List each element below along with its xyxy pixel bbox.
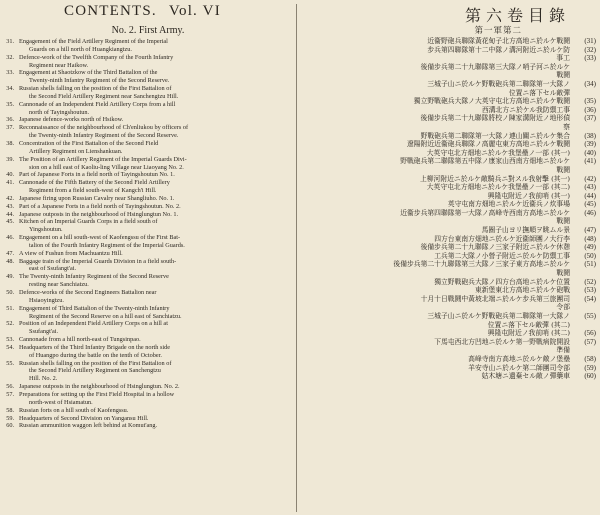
japanese-entry xyxy=(302,364,596,373)
japanese-entry-number: (46) xyxy=(584,208,596,217)
entry-text xyxy=(14,422,296,430)
entry-line: Japanese outposts in the neighbourhood of Hsinglungtun No. 1. xyxy=(19,210,179,218)
japanese-entry xyxy=(302,54,596,80)
entry-text xyxy=(14,407,296,415)
entry-text xyxy=(14,320,296,336)
japanese-entry-text xyxy=(302,355,574,364)
entry-line: Cannonade of an Independent Field Artillery Corps from a hill xyxy=(19,100,176,108)
entry-line: Cannonade from a hill north-east of Tungsinpao. xyxy=(19,336,141,344)
entry-line: Part of Japanese Forts in a field north of Tayingshoutun No. 1. xyxy=(19,171,175,179)
entry-text xyxy=(14,116,296,124)
japanese-entry-text xyxy=(302,149,574,158)
japanese-entry xyxy=(302,192,596,201)
japanese-entry-line: 戰鬪 xyxy=(556,269,570,278)
contents-entry xyxy=(0,38,296,54)
japanese-entry-text xyxy=(302,226,574,235)
japanese-entry-number: (47) xyxy=(584,226,596,235)
entry-line: east of Ssufangt'ai. xyxy=(29,265,77,273)
entry-line: Kitchen of an Imperial Guards Corps in a field south of xyxy=(19,218,158,226)
entry-line: Engagement of Third Battalion of the Twenty-ninth Infantry xyxy=(19,304,170,312)
entry-text xyxy=(14,195,296,203)
contents-entry xyxy=(0,234,296,250)
japanese-entry xyxy=(302,235,596,244)
entry-text xyxy=(14,250,296,258)
japanese-entry-line: 準備 xyxy=(556,346,570,355)
japanese-title: 第六卷目錄 xyxy=(464,6,570,25)
japanese-entry xyxy=(302,286,596,295)
japanese-entry-number: (49) xyxy=(584,243,596,252)
entry-line: the Second Field Artillery Regiment near Sanchengtzu Hill. xyxy=(29,92,179,100)
entry-line: Defence-works of the Second Engineers Battalion near xyxy=(19,289,157,296)
japanese-entry-number: (57) xyxy=(584,337,596,346)
column-divider xyxy=(296,4,297,512)
page-title xyxy=(64,3,284,20)
japanese-entry xyxy=(302,295,596,312)
japanese-entry-text xyxy=(302,140,574,149)
japanese-entry-line: 十月十日戰鬪中黃坡北端ニ於ルケ步兵第三旅團司 xyxy=(420,294,570,303)
entry-text xyxy=(14,211,296,219)
entry-line: the Twenty-ninth Infantry Regiment of the Second Reserve. xyxy=(29,132,179,140)
entry-number: 55. xyxy=(6,359,14,367)
japanese-entry xyxy=(302,243,596,252)
entry-text xyxy=(14,171,296,179)
japanese-entry xyxy=(302,183,596,192)
entry-number: 50. xyxy=(6,289,14,296)
entry-line: Regiment of the Second Reserve on a hill east of Sanchiatzu. xyxy=(29,312,182,320)
japanese-entry-number: (52) xyxy=(584,277,596,286)
entry-line: the Second Field Artillery Regiment on Sanchengtzu xyxy=(29,367,161,375)
japanese-entry-line: 步兵第四聯隊第十二中隊ノ溝河附近ニ於ルケ防 xyxy=(427,45,570,54)
entry-line: Headquarters of the Third Infantry Brigade on the north side xyxy=(19,343,171,351)
entry-line: Russian shells falling on the position of the First Battalion of xyxy=(19,359,172,367)
entry-line: talion of the Fourth Infantry Regiment of the Imperial Guards. xyxy=(29,241,185,249)
japanese-entry-number: (39) xyxy=(584,140,596,149)
japanese-entry-number: (55) xyxy=(584,312,596,320)
japanese-entry xyxy=(302,260,596,277)
contents-entry xyxy=(0,116,296,124)
japanese-entry-line: 大英守屯北方畑地ニ於ルケ我堡壘ノ一部 (其二) xyxy=(426,183,570,192)
japanese-entry-text xyxy=(302,243,574,252)
japanese-entry xyxy=(302,46,596,55)
contents-entry xyxy=(0,218,296,234)
entry-line: Reconnaissance of the neighbourhood of Ch'enliukou by officers of xyxy=(19,124,189,132)
japanese-entry xyxy=(302,338,596,355)
japanese-entry xyxy=(302,114,596,131)
japanese-entry-number: (58) xyxy=(584,354,596,363)
entry-number: 41. xyxy=(6,179,14,187)
entry-number: 58. xyxy=(6,406,14,414)
japanese-entry-line: 近衞步兵第四聯隊第一大隊ノ高峰寺西南方高地ニ於ルケ xyxy=(400,208,570,217)
contents-entry xyxy=(0,101,296,117)
entry-text xyxy=(14,218,296,234)
entry-text xyxy=(14,54,296,70)
japanese-entry-line: 位置ニ落下セル敵彈 (其二) xyxy=(487,320,570,329)
japanese-entry xyxy=(302,355,596,364)
contents-entry xyxy=(0,422,296,430)
entry-number: 34. xyxy=(6,85,14,93)
japanese-entry xyxy=(302,252,596,261)
entry-line: Yingshoutun. xyxy=(29,226,63,234)
contents-entry xyxy=(0,54,296,70)
contents-entry xyxy=(0,156,296,172)
japanese-entry-number: (32) xyxy=(584,45,596,54)
japanese-entry-text xyxy=(302,192,574,201)
contents-entry xyxy=(0,273,296,289)
japanese-entry xyxy=(302,329,596,338)
japanese-entry-line: 戰鬪 xyxy=(556,71,570,80)
entry-number: 45. xyxy=(6,218,14,226)
japanese-entry-line: 後備步兵第二十九聯隊第三大隊ノ哨子河ニ於ルケ xyxy=(420,62,570,71)
entry-line: Preparations for setting up the First Field Hospital in a hollow xyxy=(19,390,175,398)
japanese-entry xyxy=(302,37,596,46)
entry-line: resting near Sanchiatzu. xyxy=(29,281,89,289)
entry-number: 40. xyxy=(6,171,14,179)
japanese-entry xyxy=(302,226,596,235)
entry-text xyxy=(14,38,296,54)
japanese-entry xyxy=(302,278,596,287)
japanese-entry-line: 工兵第二大隊ノ小營子附近ニ於ルケ防禦工事 xyxy=(434,251,570,260)
entry-line: north-west of Hsiamatun. xyxy=(29,398,93,406)
japanese-entry-text xyxy=(302,260,574,277)
japanese-entry-text xyxy=(302,80,574,97)
japanese-entry-number: (44) xyxy=(584,191,596,200)
japanese-entry xyxy=(302,372,596,381)
entry-line: Hsiaoyingtzu. xyxy=(29,296,64,304)
entry-text xyxy=(14,336,296,344)
entry-number: 60. xyxy=(6,422,14,430)
japanese-entry-number: (42) xyxy=(584,174,596,183)
entry-line: Hill. No. 2. xyxy=(29,375,58,383)
japanese-entry-line: 後備步兵第二十九聯隊ノ三家子附近ニ於ルケ休憩 xyxy=(420,243,570,252)
entry-number: 52. xyxy=(6,320,14,328)
entry-line: Ssufangt'ai. xyxy=(29,328,59,336)
contents-entry xyxy=(0,383,296,391)
entry-text xyxy=(14,85,296,101)
entry-number: 47. xyxy=(6,249,14,257)
entry-line: Cannonade of the Fifth Battery of the Second Field Artillery xyxy=(19,179,170,187)
japanese-entry-text xyxy=(302,175,574,184)
title-text: CONTENTS. xyxy=(64,3,157,19)
entry-line: Russian forts on a hill south of Kaofengssu. xyxy=(19,406,129,414)
entry-line: Concentration of the First Battalion of the Second Field xyxy=(19,139,159,147)
entry-text xyxy=(14,203,296,211)
entry-text xyxy=(14,124,296,140)
japanese-entry-line: 獨立野戰砲兵大隊ノ四方台高地ニ於ルケ位置 xyxy=(434,277,570,286)
entry-number: 51. xyxy=(6,304,14,312)
japanese-subtitle: 第一軍第二 xyxy=(474,26,522,36)
entry-number: 43. xyxy=(6,202,14,210)
contents-entry xyxy=(0,336,296,344)
japanese-entry-text xyxy=(302,235,574,244)
japanese-entry-line: 野戰砲兵第二聯隊第五中隊ノ康家山西南方畑地ニ於ルケ xyxy=(400,157,570,166)
japanese-entry-number: (56) xyxy=(584,329,596,338)
japanese-entry-number: (34) xyxy=(584,79,596,88)
japanese-entry-text xyxy=(302,37,574,46)
volume-label: Vol. VI xyxy=(168,3,221,19)
japanese-entry-text xyxy=(302,183,574,192)
entry-line: The Position of an Artillery Regiment of the Imperial Guards Divi- xyxy=(19,155,187,163)
japanese-entry-line: 上柳河附近ニ於ルケ敵騎兵ニ對スル我射擊 (其一) xyxy=(419,174,570,183)
japanese-entry-number: (50) xyxy=(584,251,596,260)
japanese-entry-line: 後備步兵第二十九聯隊第三大隊ノ三家子東方高地ニ於ルケ xyxy=(393,260,570,269)
entry-line: of Huangpo during the battle on the tenth of October. xyxy=(29,351,162,359)
contents-entry xyxy=(0,124,296,140)
japanese-entry-text xyxy=(302,132,574,141)
contents-entry xyxy=(0,258,296,274)
japanese-entry-number: (43) xyxy=(584,183,596,192)
entry-text xyxy=(14,344,296,360)
japanese-entry xyxy=(302,175,596,184)
japanese-entry-text xyxy=(302,252,574,261)
japanese-entry-text xyxy=(302,157,574,174)
entry-number: 57. xyxy=(6,390,14,398)
japanese-entry-line: 後備步兵第二十九聯隊將校ノ陳家溝附近ノ地形偵 xyxy=(420,114,570,123)
japanese-entry-text xyxy=(302,295,574,312)
entry-text xyxy=(14,140,296,156)
entry-number: 54. xyxy=(6,343,14,351)
japanese-entry-text xyxy=(302,278,574,287)
japanese-entry-line: 西溝北方ニ於ケル我防禦工事 xyxy=(481,105,570,114)
japanese-entry-number: (35) xyxy=(584,97,596,106)
entry-number: 48. xyxy=(6,257,14,265)
japanese-entry-line: 興隆屯附近ノ我前哨 (其一) xyxy=(487,191,570,200)
contents-entry xyxy=(0,171,296,179)
japanese-entry-line: 高峰寺南方高地ニ於ルケ敵ノ堡壘 xyxy=(468,354,570,363)
japanese-entry-line: 野戰砲兵第二聯隊第一大隊ノ連山關ニ於ルケ集合 xyxy=(420,131,570,140)
entry-text xyxy=(14,360,296,384)
japanese-entry xyxy=(302,209,596,226)
entry-text xyxy=(14,305,296,321)
entry-number: 42. xyxy=(6,194,14,202)
japanese-entry-text xyxy=(302,209,574,226)
entry-number: 53. xyxy=(6,336,14,344)
english-contents xyxy=(0,0,296,515)
contents-entry xyxy=(0,69,296,85)
japanese-entry xyxy=(302,312,596,329)
entry-number: 31. xyxy=(6,38,14,45)
japanese-entry-text xyxy=(302,364,574,373)
japanese-entry xyxy=(302,140,596,149)
contents-entry xyxy=(0,344,296,360)
japanese-entry-line: 戰鬪 xyxy=(556,165,570,174)
japanese-entry-line: 遼陽附近近衞砲兵聯隊ノ高麗屯東方高地ニ於ルケ戰鬪 xyxy=(407,140,570,149)
japanese-entry xyxy=(302,80,596,97)
entry-number: 32. xyxy=(6,53,14,61)
entry-line: north of Tayingshoutun. xyxy=(29,108,90,116)
entry-text xyxy=(14,391,296,407)
japanese-entry-text xyxy=(302,372,574,381)
japanese-entry-number: (31) xyxy=(584,37,596,45)
entry-text xyxy=(14,179,296,195)
contents-entry xyxy=(0,320,296,336)
entry-text xyxy=(14,101,296,117)
entry-line: Baggage train of the Imperial Guards Division in a field south- xyxy=(19,257,177,265)
japanese-entry-text xyxy=(302,97,574,106)
japanese-entry-line: 四方台東南方畑地ニ於ルケ近衞師團ノ大行李 xyxy=(434,234,570,243)
entry-line: Engagement at Shaotzkow of the Third Battalion of the xyxy=(19,69,158,77)
entry-line: The Twenty-ninth Infantry Regiment of the Second Reserve xyxy=(19,273,169,281)
contents-entry xyxy=(0,211,296,219)
japanese-entry-line: 三城子山ニ於ルケ野戰砲兵第二聯隊第一大隊ノ xyxy=(427,312,570,320)
japanese-entry-number: (60) xyxy=(584,372,596,381)
japanese-entry-line: 察 xyxy=(563,122,570,131)
contents-entry xyxy=(0,250,296,258)
contents-entry xyxy=(0,391,296,407)
japanese-entry xyxy=(302,157,596,174)
entry-line: Artillery Regiment on Lienshankuan. xyxy=(29,147,123,155)
contents-entry xyxy=(0,85,296,101)
japanese-entry-line: 近衞野砲兵聯隊黃花甸子北方高地ニ於ルケ戰鬪 xyxy=(427,37,570,45)
japanese-entry-line: 興隆屯附近ノ我前哨 (其二) xyxy=(487,329,570,338)
entry-line: Japanese firing upon Russian Cavalry near Shangliuho. No. 1. xyxy=(19,194,175,202)
japanese-entry-number: (53) xyxy=(584,286,596,295)
contents-entry xyxy=(0,195,296,203)
japanese-entry-text xyxy=(302,54,574,80)
japanese-entry-number: (54) xyxy=(584,294,596,303)
entry-text xyxy=(14,273,296,289)
japanese-entry-number: (48) xyxy=(584,234,596,243)
entry-text xyxy=(14,156,296,172)
entry-line: Regiment from a field south-west of Kangch'i Hill. xyxy=(29,187,157,195)
contents-entry xyxy=(0,289,296,305)
entry-number: 35. xyxy=(6,100,14,108)
japanese-entry-text xyxy=(302,106,574,115)
japanese-entry-number: (59) xyxy=(584,363,596,372)
contents-entry xyxy=(0,415,296,423)
entry-line: Defence-work of the Twelfth Company of the Fourth Infantry xyxy=(19,53,174,61)
japanese-entry-text xyxy=(302,312,574,329)
japanese-entry-number: (37) xyxy=(584,114,596,123)
section-title: No. 2. First Army. xyxy=(111,25,185,36)
japanese-entry xyxy=(302,149,596,158)
japanese-entry xyxy=(302,106,596,115)
entry-number: 39. xyxy=(6,155,14,163)
entry-text xyxy=(14,383,296,391)
entry-text xyxy=(14,289,296,305)
entry-line: sion on a hill east of Kaoliu-ling Village near Liaoyang No. 2. xyxy=(29,163,184,171)
entry-line: Regiment near Haikow. xyxy=(29,61,89,69)
entry-number: 59. xyxy=(6,414,14,422)
contents-entry xyxy=(0,203,296,211)
japanese-entry-text xyxy=(302,329,574,338)
entry-number: 46. xyxy=(6,234,14,242)
entry-line: Engagement of the Field Artillery Regiment of the Imperial xyxy=(19,38,168,45)
entry-line: Russian shells falling on the position of the First Battalion of xyxy=(19,85,172,93)
contents-entry xyxy=(0,179,296,195)
entry-number: 56. xyxy=(6,383,14,391)
japanese-entry-list xyxy=(302,37,596,381)
japanese-entry-line: 英守屯南方畑地ニ於ルケ近衞兵ノ炊事場 xyxy=(447,200,570,209)
japanese-entry xyxy=(302,97,596,106)
entry-text xyxy=(14,69,296,85)
entry-line: Position of an Independent Field Artillery Corps on a hill at xyxy=(19,320,168,328)
japanese-entry-text xyxy=(302,286,574,295)
japanese-entry-line: 戰鬪 xyxy=(556,217,570,226)
japanese-entry-number: (40) xyxy=(584,148,596,157)
entry-line: Part of a Japanese Forts in a field north of Tayingshoutun. No. 2. xyxy=(19,202,181,210)
japanese-entry xyxy=(302,132,596,141)
japanese-entry-line: 馬圈子山ヨリ撫順ヲ眺ムル景 xyxy=(481,226,570,235)
japanese-entry-line: 事工 xyxy=(556,54,570,63)
entry-number: 38. xyxy=(6,139,14,147)
contents-entry xyxy=(0,305,296,321)
entry-text xyxy=(14,258,296,274)
japanese-entry-line: 位置ニ落下セル敵彈 xyxy=(508,88,570,97)
entry-line: Engagement on a hill south-west of Kaofengssu of the First Bat- xyxy=(19,234,181,242)
japanese-entry-number: (45) xyxy=(584,200,596,209)
japanese-entry-line: 姑木塘ニ遺棄セル敵ノ彈藥車 xyxy=(481,372,570,381)
entry-text xyxy=(14,234,296,250)
japanese-entry-text xyxy=(302,200,574,209)
japanese-entry-line: 獨立野戰砲兵大隊ノ大英守屯北方高地ニ於ルケ戰鬪 xyxy=(413,97,570,106)
japanese-entry-line: 大英守屯北方畑地ニ於ルケ我堡壘ノ一部 (其一) xyxy=(426,148,570,157)
entry-line: Twenty-ninth Infantry Regiment of the Second Reserve. xyxy=(29,77,170,85)
japanese-entry xyxy=(302,200,596,209)
entry-number: 37. xyxy=(6,124,14,132)
contents-entry xyxy=(0,140,296,156)
entry-line: Japanese defence-works north of Hsikow. xyxy=(19,116,124,124)
japanese-contents xyxy=(298,0,600,515)
entry-line: Russian ammunition waggon left behind at Komut'ang. xyxy=(19,422,158,430)
entry-number: 44. xyxy=(6,210,14,218)
japanese-entry-number: (33) xyxy=(584,54,596,63)
entry-number: 36. xyxy=(6,116,14,124)
japanese-entry-line: 三城子山ニ於ルケ野戰砲兵第二聯隊第一大隊ノ xyxy=(427,79,570,88)
japanese-entry-number: (38) xyxy=(584,131,596,140)
contents-entry xyxy=(0,407,296,415)
japanese-entry-line: 下馬屯西北方凹地ニ於ルケ第一野戰病院開設 xyxy=(434,337,570,346)
entry-number: 49. xyxy=(6,273,14,281)
japanese-entry-number: (41) xyxy=(584,157,596,166)
entry-line: A view of Fushun from Machuantzu Hill. xyxy=(19,249,123,257)
entry-line: Headquarters of Second Division on Yangansu Hill. xyxy=(19,414,149,422)
entry-number: 33. xyxy=(6,69,14,77)
entry-text xyxy=(14,415,296,423)
japanese-entry-line: 東新堡東北方高地ニ於ルケ砲戰 xyxy=(474,286,570,295)
japanese-entry-text xyxy=(302,46,574,55)
entry-line: Japanese outposts in the neighbourhood of Hsinglungtun. No. 2. xyxy=(19,383,180,391)
japanese-entry-line: 令部 xyxy=(556,303,570,312)
japanese-entry-number: (51) xyxy=(584,260,596,269)
japanese-entry-text xyxy=(302,114,574,131)
japanese-entry-number: (36) xyxy=(584,105,596,114)
japanese-entry-line: 羊安寺山ニ於ルケ第二師團司令部 xyxy=(468,363,570,372)
contents-entry xyxy=(0,360,296,384)
japanese-entry-text xyxy=(302,338,574,355)
entry-line: Guards on a hill north of Huangkiangtzu. xyxy=(29,45,132,53)
english-entry-list xyxy=(0,38,296,430)
